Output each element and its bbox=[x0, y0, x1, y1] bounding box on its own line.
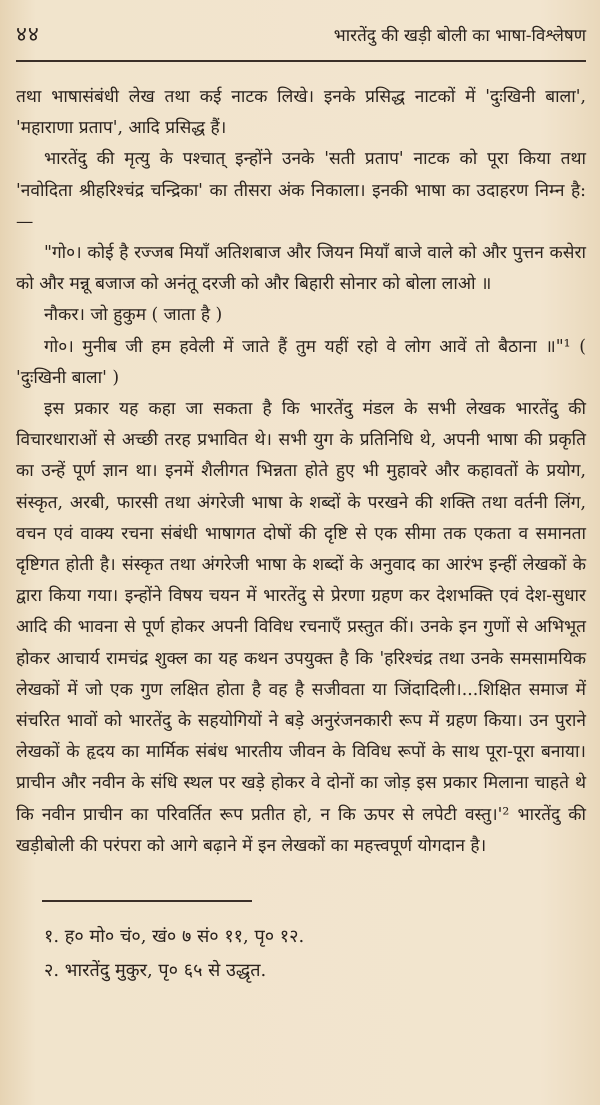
paragraph: भारतेंदु की मृत्यु के पश्चात् इन्होंने उनके 'सती प्रताप' नाटक को पूरा किया तथा 'नवोदिता श्रीहरिश्चंद्र चन्द्रिका' का तीसरा अंक निकाला। इनकी भाषा का उदाहरण निम्न है:— bbox=[16, 149, 586, 232]
body-text bbox=[16, 82, 586, 862]
page-number: ४४ bbox=[16, 22, 40, 46]
running-head: भारतेंदु की खड़ी बोली का भाषा-विश्लेषण bbox=[333, 26, 586, 46]
footnote: १. ह० मो० चं०, खं० ७ सं० ११, पृ० १२. bbox=[44, 926, 305, 948]
paragraph: इस प्रकार यह कहा जा सकता है कि भारतेंदु मंडल के सभी लेखक भारतेंदु की विचारधाराओं से अच्छी तरह प्रभावित थे। सभी युग के प्रतिनिधि थे, अपनी भाषा की प्रकृति का उन्हें पूर्ण ज्ञान था। इनमें शैलीगत भिन्नता होते हुए भी मुहावरे और कहावतों के प्रयोग, संस्कृत, अरबी, फारसी तथा अंगरेजी भाषा के शब्दों के परखने की शक्ति तथा वर्तनी लिंग, वचन एवं वाक्य रचना संबंधी भाषागत दोषों की दृष्टि से एक सीमा तक एकता व समानता दृष्टिगत होती है। संस्कृत तथा अंगरेजी भाषा के शब्दों के अनुवाद का आरंभ इन्हीं लेखकों के द्वारा किया गया। इन्होंने विषय चयन में भारतेंदु से प्रेरणा ग्रहण कर देशभक्ति एवं देश-सुधार आदि की भावना से पूर्ण होकर अपनी विविध रचनाएँ प्रस्तुत कीं। उनके इन गुणों से अभिभूत होकर आचार्य रामचंद्र शुक्ल का यह कथन उपयुक्त है कि 'हरिश्चंद्र तथा उनके समसामयिक लेखकों में जो एक गुण लक्षित होता है वह है सजीवता या जिंदादिली।...शिक्षित समाज में संचरित भावों को भारतेंदु के सहयोगियों ने बड़े अनुरंजनकारी रूप में ग्रहण किया। उन पुराने लेखकों के हृदय का मार्मिक संबंध भारतीय जीवन के विविध रूपों के साथ पूरा-पूरा बनाया। प्राचीन और नवीन के संधि स्थल पर खड़े होकर वे दोनों का जोड़ इस प्रकार मिलाना चाहते थे कि नवीन प्राचीन का परिवर्तित रूप प्रतीत हो, न कि ऊपर से लपेटी वस्तु।'² भारतेंदु की खड़ीबोली की परंपरा को आगे बढ़ाने में इन लेखकों का महत्त्वपूर्ण योगदान है। bbox=[16, 399, 586, 856]
footnote-divider bbox=[42, 900, 252, 902]
header-rule bbox=[16, 60, 586, 62]
paragraph: तथा भाषासंबंधी लेख तथा कई नाटक लिखे। इनके प्रसिद्ध नाटकों में 'दुःखिनी बाला', 'महाराणा प्रताप', आदि प्रसिद्ध हैं। bbox=[16, 87, 586, 139]
footnote: २. भारतेंदु मुकुर, पृ० ६५ से उद्धृत. bbox=[44, 960, 267, 982]
dialogue-paragraph: गो०। मुनीब जी हम हवेली में जाते हैं तुम यहीं रहो वे लोग आवें तो बैठाना ॥"¹ ( 'दुःखिनी बाला' ) bbox=[16, 336, 586, 388]
page-header bbox=[16, 20, 586, 56]
dialogue-paragraph: नौकर। जो हुकुम ( जाता है ) bbox=[44, 305, 223, 326]
footnotes bbox=[16, 920, 586, 988]
dialogue-paragraph: "गो०। कोई है रज्जब मियाँ अतिशबाज और जियन मियाँ बाजे वाले को और पुत्तन कसेरा को और मन्नू बजाज को अनंतू दरजी को और बिहारी सोनार को बोला लाओ ॥ bbox=[16, 243, 586, 295]
